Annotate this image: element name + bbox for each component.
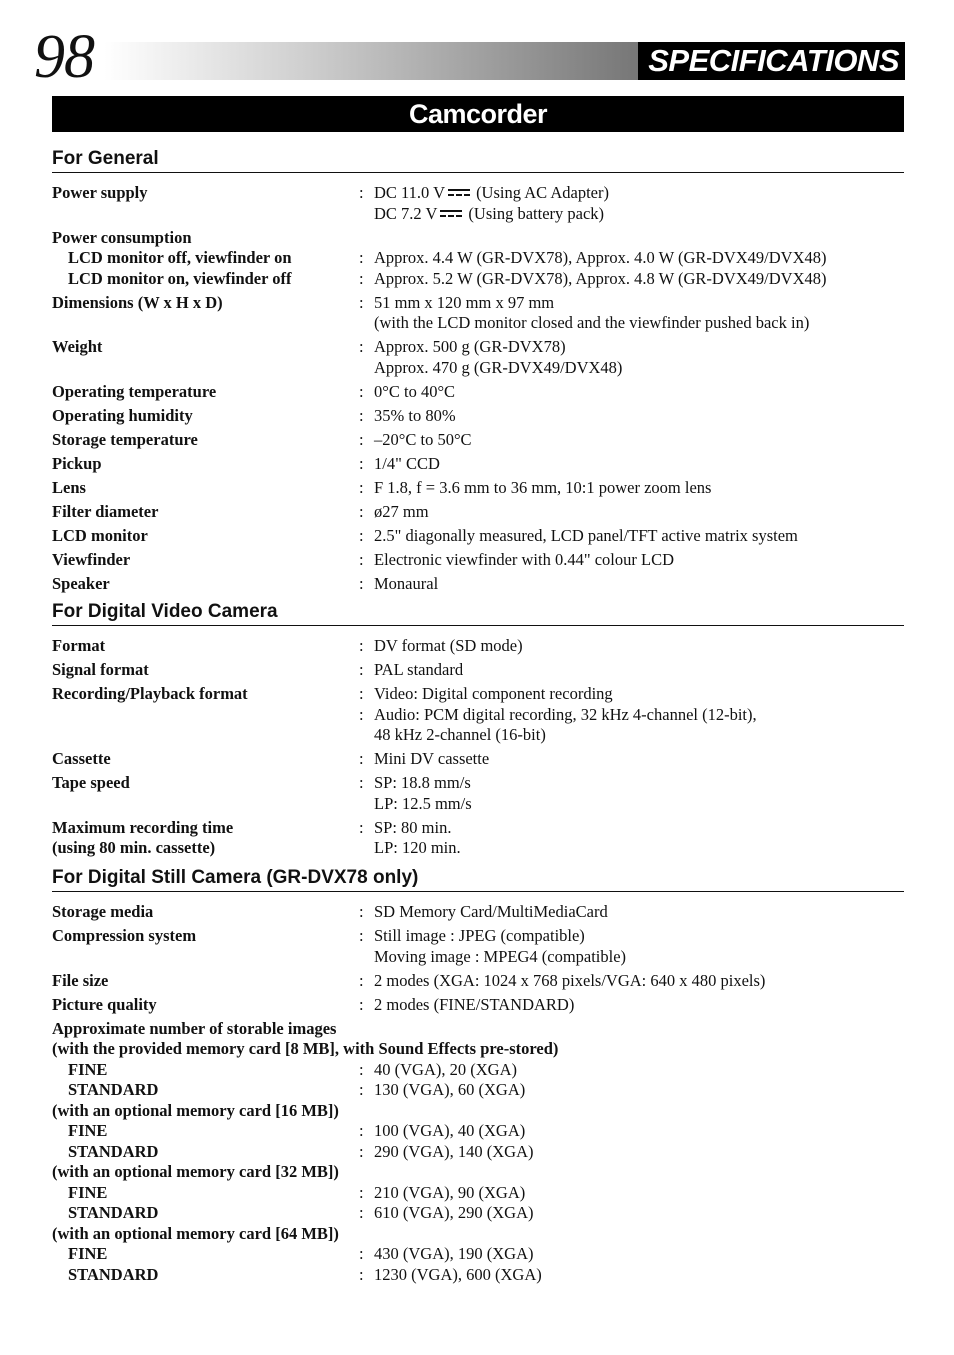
spec-row-pickup: [52, 454, 912, 475]
dc-symbol-icon: [448, 188, 470, 198]
spec-label: FINE: [68, 1059, 108, 1079]
spec-label: Weight: [52, 337, 103, 356]
spec-row-weight-2: [52, 358, 912, 379]
title-bar: [104, 42, 905, 80]
spec-colon: :: [359, 429, 364, 449]
spec-row-format: [52, 636, 912, 657]
spec-row-fine: [52, 1244, 912, 1265]
spec-value: Electronic viewfinder with 0.44" colour LCD: [374, 549, 674, 569]
spec-colon: :: [359, 684, 364, 703]
spec-value: 2.5" diagonally measured, LCD panel/TFT active matrix system: [374, 525, 798, 545]
spec-value: 1/4" CCD: [374, 453, 440, 473]
spec-row-approx-images: [52, 1019, 912, 1040]
spec-value: LP: 12.5 mm/s: [374, 793, 472, 813]
spec-row-standard: [52, 1203, 912, 1224]
spec-colon: :: [359, 248, 364, 267]
spec-value: 210 (VGA), 90 (XGA): [374, 1182, 526, 1202]
spec-row-op-humidity: [52, 406, 912, 427]
spec-value: Video: Digital component recording: [374, 684, 613, 703]
spec-value: DV format (SD mode): [374, 636, 523, 655]
spec-value: 2 modes (FINE/STANDARD): [374, 994, 575, 1014]
spec-colon: :: [359, 453, 364, 473]
spec-colon: :: [359, 994, 364, 1014]
spec-row-fine: [52, 1183, 912, 1204]
section-heading-video: For Digital Video Camera: [52, 600, 904, 626]
spec-row-fine: [52, 1121, 912, 1142]
spec-row-recording: [52, 684, 912, 705]
spec-row-max-time-2: [52, 838, 912, 859]
card-heading-row: [52, 1162, 912, 1183]
spec-row-signal: [52, 660, 912, 681]
spec-row-max-time: [52, 818, 912, 839]
spec-value: LP: 120 min.: [374, 838, 461, 857]
spec-row-lcd-monitor: [52, 526, 912, 547]
spec-value: 2 modes (XGA: 1024 x 768 pixels/VGA: 640 x 480 pixels): [374, 970, 766, 990]
spec-label: LCD monitor: [52, 525, 148, 545]
spec-label: Format: [52, 636, 106, 655]
spec-row-file-size: [52, 971, 912, 992]
spec-label: Tape speed: [52, 773, 130, 792]
spec-label: LCD monitor off, viewfinder on: [68, 248, 292, 267]
spec-label: Cassette: [52, 749, 111, 768]
spec-colon: :: [359, 926, 364, 945]
spec-row-power-consumption: [52, 228, 912, 249]
spec-label: Lens: [52, 477, 86, 497]
spec-colon: :: [359, 817, 364, 837]
spec-colon: :: [359, 337, 364, 356]
spec-colon: :: [359, 525, 364, 545]
spec-value: [374, 204, 604, 225]
spec-value: 290 (VGA), 140 (XGA): [374, 1141, 534, 1161]
spec-row-compression-2: [52, 947, 912, 968]
spec-row-viewfinder: [52, 550, 912, 571]
spec-colon: :: [359, 1141, 364, 1161]
video-spec-list: [52, 636, 912, 862]
spec-value: SP: 18.8 mm/s: [374, 773, 471, 792]
card-heading: (with the provided memory card [8 MB], with Sound Effects pre-stored): [52, 1039, 559, 1058]
spec-colon: :: [359, 902, 364, 921]
spec-colon: :: [359, 1203, 364, 1222]
spec-row-recording-2: [52, 705, 912, 726]
spec-row-recording-3: [52, 725, 912, 746]
spec-colon: :: [359, 549, 364, 569]
spec-colon: :: [359, 292, 364, 312]
spec-row-lcd-off: [52, 248, 912, 269]
spec-value: Approx. 4.4 W (GR-DVX78), Approx. 4.0 W (GR-DVX49/DVX48): [374, 248, 827, 267]
spec-value: 48 kHz 2-channel (16-bit): [374, 725, 546, 744]
spec-row-lcd-on: [52, 269, 912, 290]
spec-label: Dimensions (W x H x D): [52, 292, 223, 312]
spec-label: Operating temperature: [52, 381, 217, 401]
spec-value: (with the LCD monitor closed and the viewfinder pushed back in): [374, 313, 810, 332]
spec-row-standard: [52, 1080, 912, 1101]
spec-colon: :: [359, 501, 364, 521]
spec-value: [374, 183, 609, 204]
spec-value-text: (Using battery pack): [468, 203, 605, 223]
spec-row-tape-speed-2: [52, 794, 912, 815]
spec-label: Picture quality: [52, 994, 157, 1014]
spec-label: (using 80 min. cassette): [52, 838, 216, 857]
spec-value: ø27 mm: [374, 501, 429, 521]
page-title: SPECIFICATIONS: [638, 42, 905, 80]
spec-colon: :: [359, 381, 364, 401]
spec-row-fine: [52, 1060, 912, 1081]
still-spec-list: [52, 902, 912, 1285]
spec-value: 130 (VGA), 60 (XGA): [374, 1080, 526, 1099]
spec-row-weight: [52, 337, 912, 358]
spec-label: Power consumption: [52, 227, 192, 247]
spec-row-speaker: [52, 574, 912, 595]
spec-colon: :: [359, 1264, 364, 1284]
spec-row-filter: [52, 502, 912, 523]
spec-label: Storage temperature: [52, 429, 198, 449]
spec-label: Speaker: [52, 573, 110, 593]
spec-label: STANDARD: [68, 1080, 159, 1099]
spec-colon: :: [359, 1182, 364, 1202]
spec-row-op-temp: [52, 382, 912, 403]
spec-row-cassette: [52, 749, 912, 770]
spec-label: Storage media: [52, 902, 154, 921]
spec-colon: :: [359, 477, 364, 497]
spec-value: PAL standard: [374, 660, 464, 679]
spec-colon: :: [359, 405, 364, 425]
spec-colon: :: [359, 1244, 364, 1263]
spec-row-compression: [52, 926, 912, 947]
spec-row-standard: [52, 1265, 912, 1286]
spec-label: Pickup: [52, 453, 102, 473]
section-heading-general: For General: [52, 147, 904, 173]
spec-colon: :: [359, 1080, 364, 1099]
spec-value: 1230 (VGA), 600 (XGA): [374, 1264, 542, 1284]
spec-label: Approximate number of storable images: [52, 1018, 337, 1038]
spec-value: Approx. 500 g (GR-DVX78): [374, 337, 566, 356]
spec-row-power-supply: [52, 183, 912, 204]
spec-colon: :: [359, 573, 364, 593]
spec-label: Operating humidity: [52, 405, 193, 425]
spec-label: FINE: [68, 1244, 108, 1263]
spec-row-standard: [52, 1142, 912, 1163]
spec-colon: :: [359, 660, 364, 679]
spec-label: Signal format: [52, 660, 149, 679]
spec-value: 0°C to 40°C: [374, 381, 456, 401]
spec-value: F 1.8, f = 3.6 mm to 36 mm, 10:1 power zoom lens: [374, 477, 712, 497]
spec-value-text: DC 7.2 V: [374, 203, 438, 223]
general-spec-list: [52, 183, 912, 598]
spec-value: Mini DV cassette: [374, 749, 490, 768]
spec-label: Power supply: [52, 183, 148, 202]
spec-row-storage-media: [52, 902, 912, 923]
spec-colon: :: [359, 268, 364, 288]
card-heading: (with an optional memory card [64 MB]): [52, 1223, 339, 1243]
spec-label: LCD monitor on, viewfinder off: [68, 268, 292, 288]
spec-value-text: (Using AC Adapter): [476, 183, 609, 202]
spec-value: SP: 80 min.: [374, 817, 452, 837]
spec-row-picture-quality: [52, 995, 912, 1016]
dc-symbol-icon: [440, 209, 462, 219]
spec-label: STANDARD: [68, 1141, 159, 1161]
spec-colon: :: [359, 970, 364, 990]
spec-row-dimensions-2: [52, 313, 912, 334]
spec-label: Compression system: [52, 926, 197, 945]
spec-row-dimensions: [52, 293, 912, 314]
spec-colon: :: [359, 1059, 364, 1079]
spec-row-tape-speed: [52, 773, 912, 794]
spec-label: Maximum recording time: [52, 817, 234, 837]
spec-row-lens: [52, 478, 912, 499]
spec-value: 430 (VGA), 190 (XGA): [374, 1244, 534, 1263]
spec-value: Audio: PCM digital recording, 32 kHz 4-channel (12-bit),: [374, 704, 757, 724]
spec-value: Moving image : MPEG4 (compatible): [374, 946, 627, 966]
spec-colon: :: [359, 704, 364, 724]
card-heading: (with an optional memory card [16 MB]): [52, 1100, 339, 1120]
spec-colon: :: [359, 749, 364, 768]
spec-label: FINE: [68, 1182, 108, 1202]
spec-colon: :: [359, 183, 364, 202]
page-number: 98: [34, 23, 94, 91]
spec-value: SD Memory Card/MultiMediaCard: [374, 902, 608, 921]
section-heading-still: For Digital Still Camera (GR-DVX78 only): [52, 866, 904, 892]
spec-value: 35% to 80%: [374, 405, 456, 425]
spec-label: File size: [52, 970, 109, 990]
card-heading: (with an optional memory card [32 MB]): [52, 1162, 339, 1181]
spec-label: Filter diameter: [52, 501, 159, 521]
spec-label: FINE: [68, 1121, 108, 1140]
spec-value: 100 (VGA), 40 (XGA): [374, 1121, 526, 1140]
spec-value: –20°C to 50°C: [374, 429, 472, 449]
spec-value-text: DC 11.0 V: [374, 183, 446, 202]
spec-row-power-supply-2: [52, 204, 912, 225]
card-heading-row: [52, 1039, 912, 1060]
spec-colon: :: [359, 636, 364, 655]
spec-label: STANDARD: [68, 1203, 159, 1222]
spec-value: Approx. 470 g (GR-DVX49/DVX48): [374, 357, 623, 377]
spec-colon: :: [359, 1121, 364, 1140]
spec-value: 610 (VGA), 290 (XGA): [374, 1203, 534, 1222]
spec-value: Monaural: [374, 573, 439, 593]
spec-value: 40 (VGA), 20 (XGA): [374, 1059, 517, 1079]
spec-row-storage-temp: [52, 430, 912, 451]
spec-value: 51 mm x 120 mm x 97 mm: [374, 292, 555, 312]
spec-label: STANDARD: [68, 1264, 159, 1284]
spec-value: Still image : JPEG (compatible): [374, 926, 585, 945]
spec-label: Viewfinder: [52, 549, 131, 569]
spec-value: Approx. 5.2 W (GR-DVX78), Approx. 4.8 W (GR-DVX49/DVX48): [374, 268, 827, 288]
section-band: Camcorder: [52, 96, 904, 132]
card-heading-row: [52, 1224, 912, 1245]
spec-label: Recording/Playback format: [52, 684, 248, 703]
spec-colon: :: [359, 773, 364, 792]
card-heading-row: [52, 1101, 912, 1122]
